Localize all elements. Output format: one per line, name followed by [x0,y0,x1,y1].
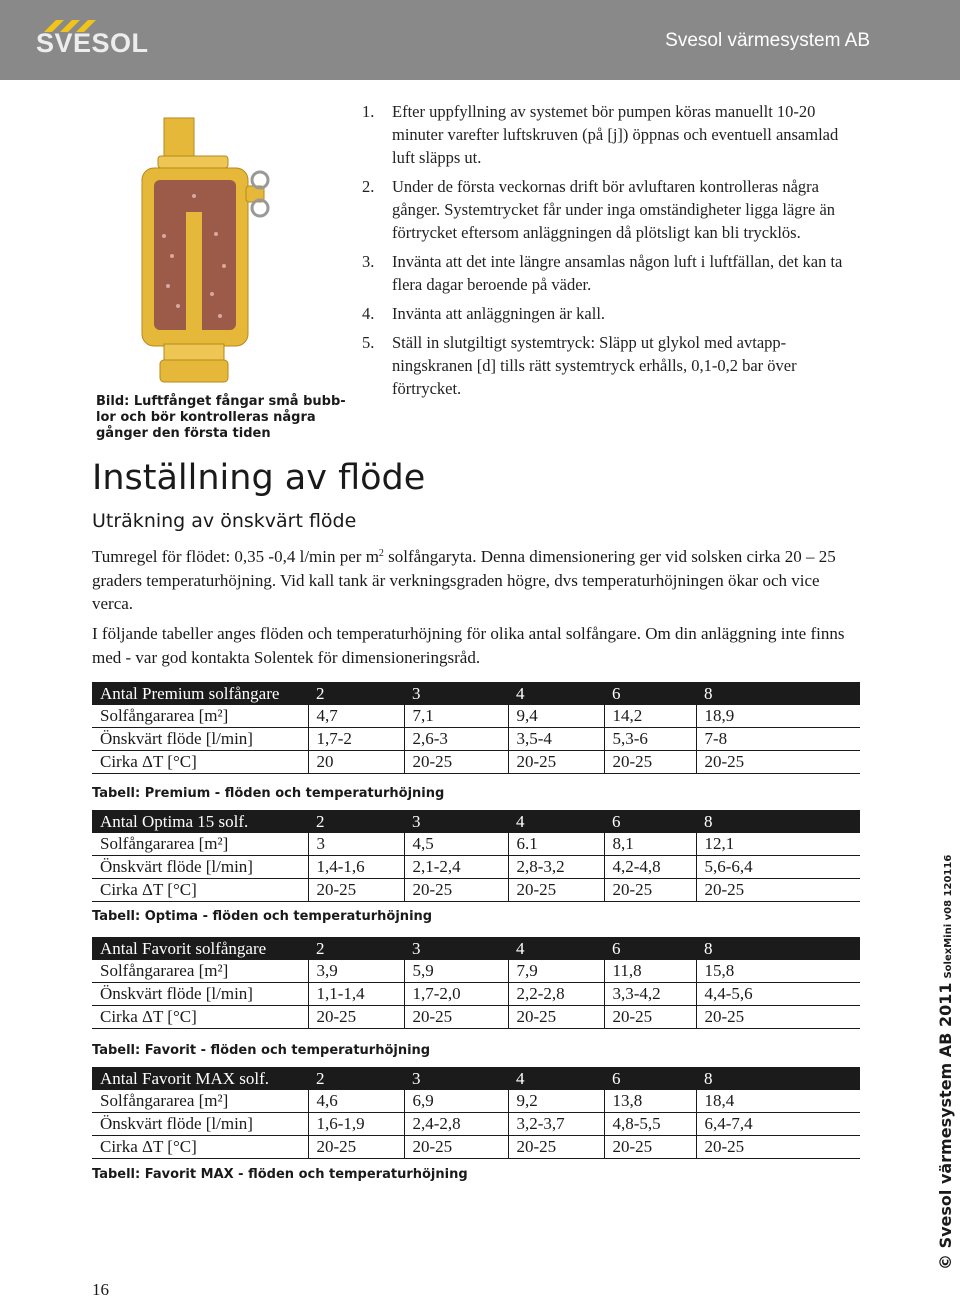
table-cell: 20-25 [404,1006,508,1029]
table-caption: Tabell: Premium - flöden och temperaturhöjning [92,786,445,801]
table-header-cell: Antal Favorit MAX solf. [92,1067,308,1090]
table-cell: 20-25 [604,751,696,774]
table-cell: Önskvärt flöde [l/min] [92,983,308,1006]
table-row [92,960,860,983]
table-row [92,1006,860,1029]
table-cell: 20-25 [508,1136,604,1159]
table-cell: 2,8-3,2 [508,856,604,879]
table-cell: 4,4-5,6 [696,983,860,1006]
table-cell: 20-25 [508,751,604,774]
step-item [362,175,862,244]
table-cell: Cirka ΔT [°C] [92,1136,308,1159]
steps-list [362,100,862,406]
table-cell: 7,9 [508,960,604,983]
table-cell: Solfångararea [m²] [92,705,308,728]
paragraph-flow-rule [92,545,862,616]
table-header-cell: 4 [508,937,604,960]
table-cell: 5,9 [404,960,508,983]
table-cell: 3,2-3,7 [508,1113,604,1136]
table-header-cell: 8 [696,937,860,960]
table-row [92,1090,860,1113]
table-header-row [92,682,860,705]
table-header-cell: Antal Optima 15 solf. [92,810,308,833]
table-cell: Önskvärt flöde [l/min] [92,1113,308,1136]
table-row [92,856,860,879]
table-header-cell: 4 [508,682,604,705]
p1-before: Tumregel för flödet: 0,35 -0,4 l/min per m [92,547,379,566]
table-header-cell: 2 [308,682,404,705]
table-cell: 1,4-1,6 [308,856,404,879]
table-header-cell: 8 [696,810,860,833]
step-item [362,250,862,296]
table-cell: 20-25 [696,879,860,902]
table-caption: Tabell: Optima - flöden och temperaturhöjning [92,909,433,924]
table-cell: 2,1-2,4 [404,856,508,879]
table-header-cell: 2 [308,1067,404,1090]
table-cell: 9,4 [508,705,604,728]
table-cell: 20-25 [696,1136,860,1159]
table-cell: 18,4 [696,1090,860,1113]
table-cell: 20-25 [308,879,404,902]
table-header-cell: 2 [308,937,404,960]
table-header-row [92,937,860,960]
table-cell: 20-25 [404,751,508,774]
table-cell: 20-25 [308,1136,404,1159]
table-cell: Cirka ΔT [°C] [92,879,308,902]
table-header-cell: Antal Favorit solfångare [92,937,308,960]
table-cell: 6,9 [404,1090,508,1113]
table-favorit-max [92,1067,860,1159]
air-separator-image [120,116,270,386]
table-header-cell: 8 [696,682,860,705]
table-header-cell: 6 [604,682,696,705]
table-premium [92,682,860,774]
paragraph-tables-intro: I följande tabeller anges flöden och temperaturhöjning för olika antal solfångare. Om din anläggning inte finns med - var god kontakta Solentek för dimensioneringsråd. [92,624,845,667]
table-cell: 2,6-3 [404,728,508,751]
page-header [0,0,960,80]
table-cell: 20-25 [508,1006,604,1029]
table-cell: 3,5-4 [508,728,604,751]
table-header-cell: 2 [308,810,404,833]
table-cell: 18,9 [696,705,860,728]
p1-sup: 2 [378,548,384,559]
step-number: 4. [362,304,375,323]
copyright-text: © Svesol värmesystem AB 2011 [936,982,955,1270]
section-title: Inställning av flöde [92,458,426,498]
table-cell: 4,2-4,8 [604,856,696,879]
table-cell: 4,6 [308,1090,404,1113]
table-cell: 20-25 [404,879,508,902]
table-header-cell: 4 [508,810,604,833]
table-cell: Önskvärt flöde [l/min] [92,856,308,879]
table-cell: 20-25 [604,1006,696,1029]
table-row [92,833,860,856]
table-header-cell: 3 [404,937,508,960]
table-cell: 15,8 [696,960,860,983]
table-row [92,705,860,728]
doc-version: SolexMini v08 120116 [943,854,954,979]
table-cell: 14,2 [604,705,696,728]
table-cell: 4,7 [308,705,404,728]
table-cell: 20-25 [308,1006,404,1029]
table-header-cell: 6 [604,937,696,960]
step-text: Ställ in slutgiltigt systemtryck: Släpp ut glykol med avtapp-ningskranen [d] tills rätt systemtryck erhålls, 0,1-0,2 bar över förtrycket. [392,333,797,398]
table-cell: 6.1 [508,833,604,856]
step-item [362,100,862,169]
table-cell: 6,4-7,4 [696,1113,860,1136]
logo-text: SVESOL [36,28,149,58]
table-header-cell: Antal Premium solfångare [92,682,308,705]
step-text: Efter uppfyllning av systemet bör pumpen köras manuellt 10-20 minuter varefter luftskruven (på [j]) öppnas och eventuell ansamlad luft släpps ut. [392,102,839,167]
table-cell: 13,8 [604,1090,696,1113]
table-header-cell: 8 [696,1067,860,1090]
step-text: Invänta att det inte längre ansamlas någon luft i luftfällan, det kan ta flera dagar beroende på väder. [392,252,843,294]
step-text: Invänta att anläggningen är kall. [392,304,606,323]
table-cell: 12,1 [696,833,860,856]
table-cell: 7-8 [696,728,860,751]
table-header-cell: 3 [404,1067,508,1090]
table-header-cell: 4 [508,1067,604,1090]
table-header-cell: 6 [604,810,696,833]
step-number: 3. [362,252,375,271]
table-cell: 4,8-5,5 [604,1113,696,1136]
table-header-row [92,810,860,833]
table-cell: 3 [308,833,404,856]
table-cell: 5,6-6,4 [696,856,860,879]
table-cell: 11,8 [604,960,696,983]
table-cell: 20-25 [508,879,604,902]
table-cell: 20-25 [604,879,696,902]
table-header-cell: 6 [604,1067,696,1090]
table-header-cell: 3 [404,682,508,705]
step-number: 1. [362,102,375,121]
table-cell: Solfångararea [m²] [92,960,308,983]
table-cell: 20-25 [404,1136,508,1159]
table-cell: 5,3-6 [604,728,696,751]
table-cell: 3,9 [308,960,404,983]
table-row [92,1136,860,1159]
table-row [92,1113,860,1136]
table-cell: 9,2 [508,1090,604,1113]
table-cell: 8,1 [604,833,696,856]
p1-after: solfångaryta. Denna dimensionering ger vid solsken cirka 20 – 25 graders temperaturhöjning. Vid kall tank är verkningsgraden högre, dvs temperaturhöjningen ökar och vice verca. [92,547,836,613]
table-caption: Tabell: Favorit MAX - flöden och temperaturhöjning [92,1167,468,1182]
table-cell: 20-25 [696,751,860,774]
step-text: Under de första veckornas drift bör avluftaren kontrolleras några gånger. Systemtrycket får under inga omständigheter ligga lägre än förtrycket eftersom anläggningen då plötsligt kan bli trycklös. [392,177,836,242]
table-cell: Solfångararea [m²] [92,1090,308,1113]
table-row [92,879,860,902]
table-cell: Önskvärt flöde [l/min] [92,728,308,751]
section-subtitle: Uträkning av önskvärt flöde [92,510,357,532]
table-cell: Cirka ΔT [°C] [92,1006,308,1029]
table-cell: 1,7-2 [308,728,404,751]
table-caption: Tabell: Favorit - flöden och temperaturhöjning [92,1043,431,1058]
step-item [362,331,862,400]
table-cell: 20-25 [696,1006,860,1029]
side-copyright [936,855,955,1270]
table-optima [92,810,860,902]
step-number: 5. [362,333,375,352]
table-cell: 4,5 [404,833,508,856]
table-favorit [92,937,860,1029]
table-cell: 20 [308,751,404,774]
page-number: 16 [92,1280,109,1299]
table-cell: 7,1 [404,705,508,728]
figure-caption: Bild: Luftfånget fångar små bubb- lor och bör kontrolleras några gånger den första tiden [96,394,346,441]
company-name: Svesol värmesystem AB [665,30,870,51]
table-cell: Solfångararea [m²] [92,833,308,856]
step-item [362,302,862,325]
step-number: 2. [362,177,375,196]
table-cell: 1,7-2,0 [404,983,508,1006]
table-cell: 20-25 [604,1136,696,1159]
table-row [92,751,860,774]
table-cell: 2,4-2,8 [404,1113,508,1136]
table-row [92,983,860,1006]
table-cell: 1,1-1,4 [308,983,404,1006]
table-cell: 3,3-4,2 [604,983,696,1006]
table-header-cell: 3 [404,810,508,833]
table-cell: 1,6-1,9 [308,1113,404,1136]
table-row [92,728,860,751]
table-header-row [92,1067,860,1090]
table-cell: 2,2-2,8 [508,983,604,1006]
table-cell: Cirka ΔT [°C] [92,751,308,774]
